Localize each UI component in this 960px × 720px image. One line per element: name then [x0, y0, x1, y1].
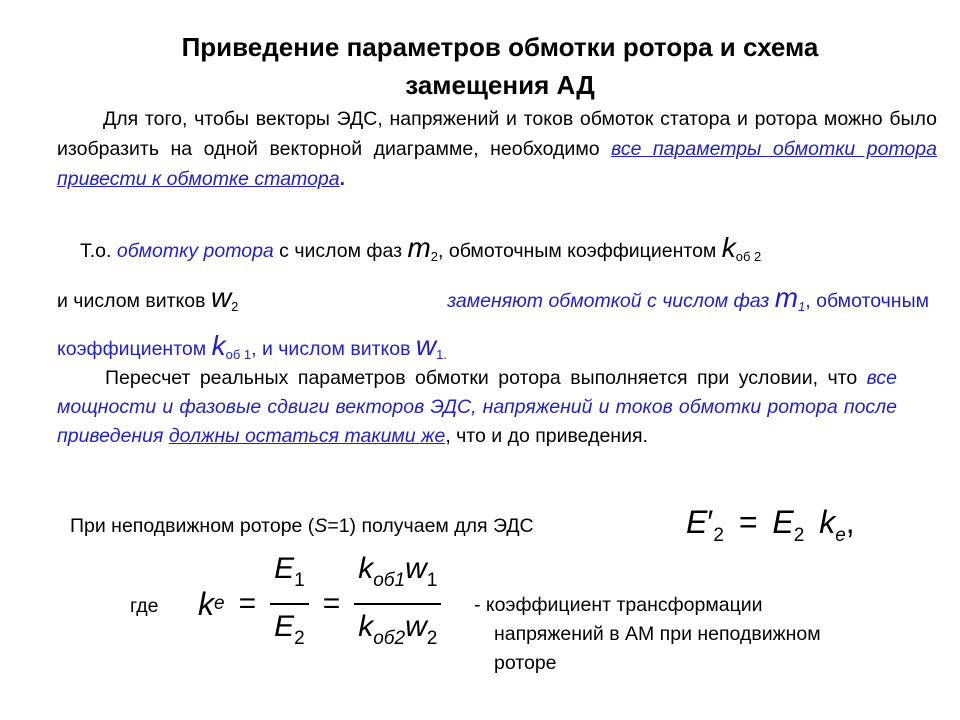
symbol-m1-sub: 1 [798, 299, 806, 314]
symbol-k: k [721, 232, 736, 263]
title-line-1: Приведение параметров обмотки ротора и схема [181, 32, 819, 62]
symbol-m-sub: 2 [430, 249, 439, 264]
symbol-m1: m [774, 282, 799, 313]
symbol-w: w [210, 282, 232, 313]
eq1-s-value: =1) получаем для ЭДС [327, 515, 534, 537]
title-line-2: замещения АД [405, 70, 595, 100]
eq2-equals-1: = [238, 587, 257, 620]
eq2-equals-2: = [322, 587, 341, 620]
frac2-den-wsub: 2 [426, 628, 438, 649]
eq2-k: k [198, 585, 214, 622]
frac1-num-E: E [274, 552, 295, 585]
recalc-condition: все мощности и фазовые сдвиги векторов ЭДС, напряжений и токов обмотки ротора после приведения [57, 367, 897, 447]
para2-phases-text: с числом фаз [273, 240, 408, 262]
para2-rotor-winding: обмотку ротора [116, 240, 274, 262]
frac2-den-ksub: об2 [373, 628, 406, 649]
symbol-k-sub: об 2 [735, 249, 762, 264]
eq1-comma: , [845, 504, 855, 540]
symbol-k1: k [211, 330, 226, 361]
frac2-num-k: k [358, 552, 374, 585]
para2-line-3 [57, 332, 447, 363]
fraction-emf [270, 547, 309, 661]
frac2-den-k: k [358, 610, 374, 643]
intro-text: Для того, чтобы векторы ЭДС, напряжений и токов обмоток статора и ротора можно было изобразить на одной векторной диаграмме, необходимо [57, 108, 937, 160]
para2-replace-text: заменяют обмоткой с числом фаз [447, 290, 775, 312]
frac2-num-ksub: об1 [373, 570, 406, 591]
para2-winding-text: , обмоточным [805, 290, 929, 312]
para2-line-2 [57, 284, 929, 315]
eq1-rhs-E: E [772, 504, 794, 540]
desc-line-2: напряжений в АМ при неподвижном [494, 623, 821, 645]
symbol-w1: w [415, 330, 437, 361]
paragraph-intro [57, 104, 937, 194]
intro-link[interactable]: все параметры обмотки ротора привести к обмотке статора [57, 138, 937, 190]
eq1-prefix-text: При неподвижном роторе ( [70, 515, 315, 537]
frac2-num-wsub: 1 [426, 570, 438, 591]
frac1-den-sub: 2 [294, 628, 305, 649]
para2-turns-text: и числом витков [57, 290, 211, 312]
eq2-k-sub: e [214, 593, 225, 614]
eq1-equals: = [738, 504, 758, 540]
recalc-text: Пересчет реальных параметров обмотки ротора выполняется при условии, что [105, 367, 867, 389]
para2-line2-right [447, 284, 929, 315]
eq1-lhs-sub: 2 [713, 525, 724, 546]
equation-emf [686, 500, 855, 558]
frac1-num-sub: 1 [294, 570, 305, 591]
eq1-prime: ′ [707, 504, 714, 540]
para2-line-1 [80, 234, 761, 265]
desc-line-3: роторе [494, 652, 557, 674]
para2-turns2-text: , и числом витков [251, 338, 416, 360]
eq1-k: k [819, 504, 836, 540]
symbol-w-sub: 2 [231, 299, 239, 314]
para2-coef2-text: коэффициентом [57, 338, 212, 360]
slide-title [60, 28, 940, 104]
transform-description [474, 591, 821, 678]
eq1-prefix [70, 512, 534, 540]
eq1-k-sub: e [835, 525, 846, 546]
desc-line-1: - коэффициент трансформации [474, 594, 763, 616]
paragraph-recalc [57, 364, 897, 451]
para2-line2-left [57, 284, 238, 315]
equation-transform [198, 552, 441, 652]
symbol-k1-sub: об 1 [225, 347, 252, 362]
para2-coef-text: , обмоточным коэффициентом [438, 240, 722, 262]
eq1-lhs-E: E [686, 504, 708, 540]
recalc-link[interactable]: должны остаться такими же [168, 425, 446, 447]
eq2-where: где [130, 595, 159, 617]
recalc-end: , что и до приведения. [445, 425, 648, 447]
para2-tho: Т.о. [80, 240, 117, 262]
fraction-winding [354, 547, 441, 661]
symbol-s: S [314, 515, 328, 537]
eq1-rhs-sub: 2 [793, 525, 805, 546]
symbol-m: m [407, 232, 431, 263]
intro-end: . [339, 168, 346, 190]
symbol-w1-sub: 1. [436, 347, 447, 362]
frac2-den-w: w [405, 610, 427, 643]
frac1-den-E: E [274, 610, 295, 643]
frac2-num-w: w [405, 552, 427, 585]
